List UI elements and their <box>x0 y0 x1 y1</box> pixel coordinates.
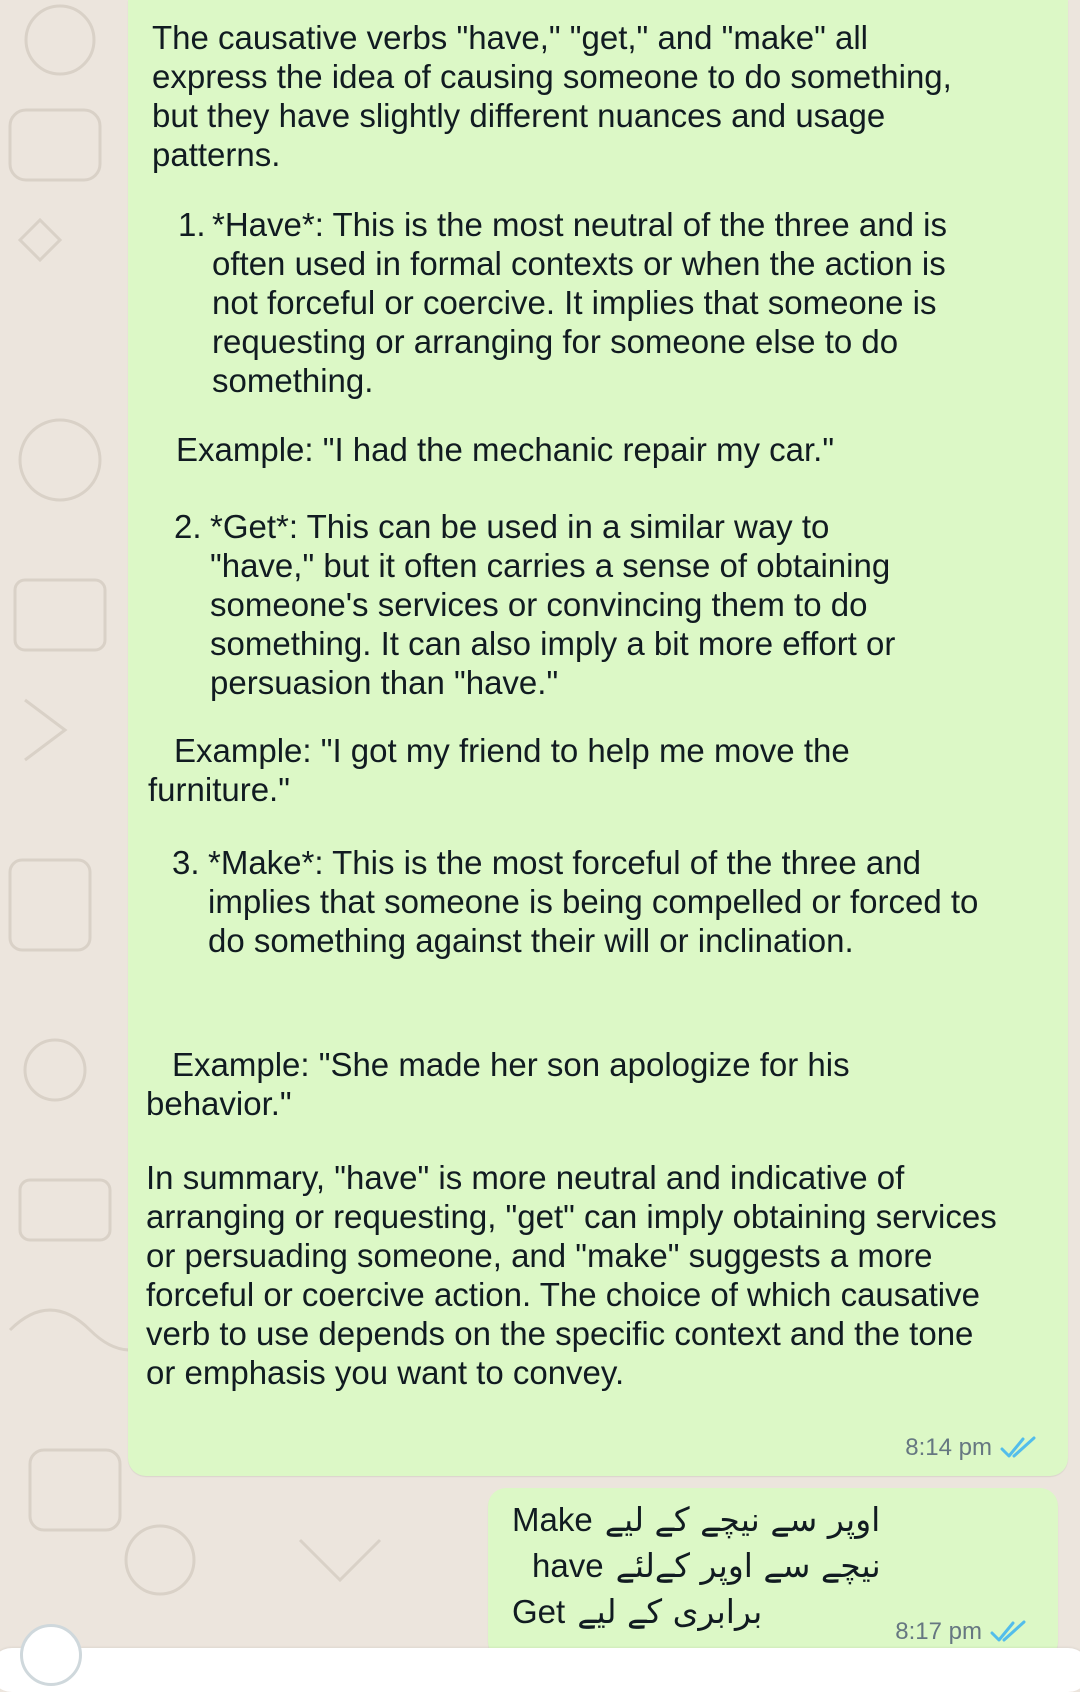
message-time: 8:14 pm <box>905 1434 992 1461</box>
list-item-body: This can be used in a similar way to "have," but it often carries a sense of obtaining someone's services or convincing them to do something. It can also imply a bit more effort or persuasion than "have." <box>210 508 896 701</box>
mapping-urdu: برابری کے لیے <box>577 1592 763 1631</box>
message-intro: The causative verbs "have," "get," and "make" all express the idea of causing someone to do something, but they have slightly different nuances and usage patterns. <box>152 19 952 173</box>
list-item-term: *Get*: <box>210 508 299 545</box>
outgoing-message-bubble[interactable] <box>128 0 1068 1476</box>
mapping-verb: Make <box>512 1501 593 1538</box>
list-item-text <box>212 205 972 400</box>
list-item-text <box>208 843 1008 960</box>
list-item-text <box>210 507 940 702</box>
message-input-bar[interactable] <box>0 1648 1080 1692</box>
mapping-line <box>512 1592 762 1631</box>
mapping-line <box>512 1500 880 1539</box>
list-number: 3. <box>172 844 200 881</box>
mapping-verb: have <box>532 1547 604 1584</box>
mapping-urdu: اوپر سے نیچے کے لیے <box>604 1500 881 1539</box>
list-item-body: This is the most forceful of the three and implies that someone is being compelled or forced to do something against their will or inclination. <box>208 844 979 959</box>
emoji-button[interactable] <box>20 1624 82 1686</box>
message-summary: In summary, "have" is more neutral and indicative of arranging or requesting, "get" can imply obtaining services or persuading someone, and "make" suggests a more forceful or coercive action. The choice of which causative verb to use depends on the specific context and the tone or emphasis you want to convey. <box>146 1159 997 1391</box>
message-meta <box>905 1434 1042 1462</box>
list-item-term: *Make*: <box>208 844 324 881</box>
mapping-urdu: نیچے سے اوپر کےلئے <box>615 1546 881 1585</box>
double-check-icon <box>1000 1436 1042 1460</box>
list-number: 2. <box>174 508 202 545</box>
list-item-body: This is the most neutral of the three and is often used in formal contexts or when the action is not forceful or coercive. It implies that someone is requesting or arranging for someone else to do something. <box>212 206 947 399</box>
list-item-term: *Have*: <box>212 206 324 243</box>
example-make: Example: "She made her son apologize for his behavior." <box>146 1046 850 1122</box>
outgoing-message-bubble[interactable] <box>488 1488 1058 1660</box>
mapping-verb: Get <box>512 1593 566 1630</box>
example-get: Example: "I got my friend to help me move the furniture." <box>148 732 850 808</box>
double-check-icon <box>990 1620 1032 1644</box>
list-number: 1. <box>178 206 206 243</box>
message-time: 8:17 pm <box>895 1618 982 1645</box>
message-meta <box>895 1618 1032 1646</box>
example-have: Example: "I had the mechanic repair my car." <box>176 431 835 468</box>
mapping-line <box>532 1546 881 1585</box>
